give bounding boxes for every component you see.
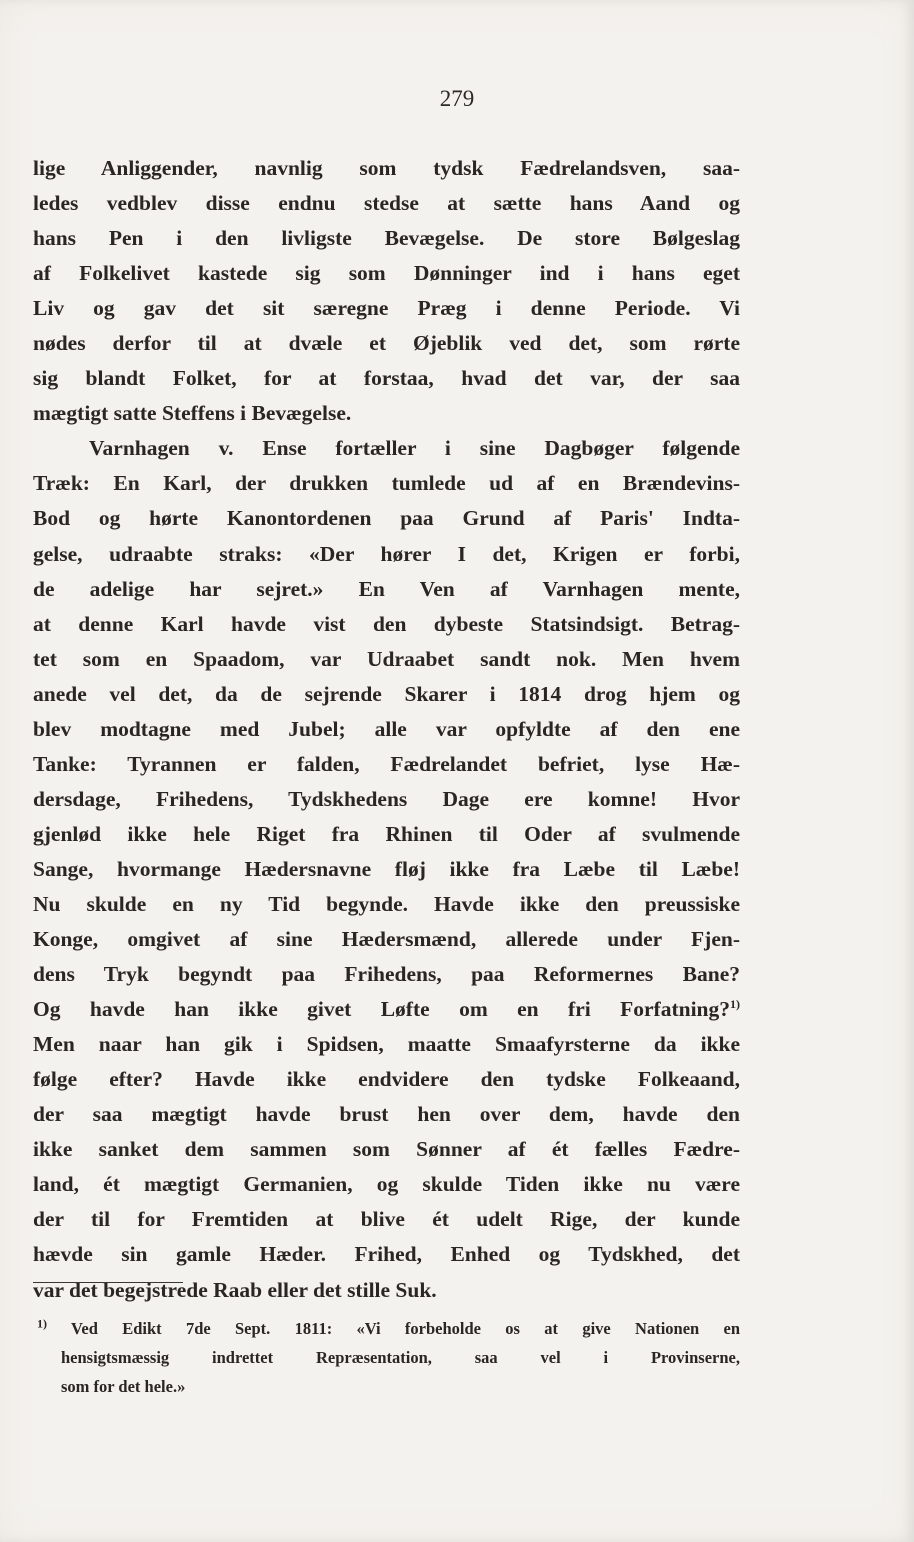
text-line: Varnhagen v. Ense fortæller i sine Dagbøger følgende [89, 436, 740, 461]
text-line: gjenlød ikke hele Riget fra Rhinen til Oder af svulmende [33, 821, 740, 846]
body-text [33, 151, 740, 1308]
text-line: dersdage, Frihedens, Tydskhedens Dage ere komne! Hvor [33, 786, 740, 811]
text-line: anede vel det, da de sejrende Skarer i 1814 drog hjem og [33, 681, 740, 706]
text-line: dens Tryk begyndt paa Frihedens, paa Reformernes Bane? [33, 962, 740, 987]
text-line: Liv og gav det sit særegne Præg i denne Periode. Vi [33, 296, 740, 321]
footnote-line: som for det hele.» [61, 1377, 186, 1396]
text-line: nødes derfor til at dvæle et Øjeblik ved det, som rørte [33, 331, 740, 356]
text-line: mægtigt satte Steffens i Bevægelse. [33, 401, 352, 426]
text-line: Bod og hørte Kanontordenen paa Grund af Paris' Indta- [33, 506, 740, 531]
text-line: sig blandt Folket, for at forstaa, hvad det var, der saa [33, 366, 740, 391]
text-line: ikke sanket dem sammen som Sønner af ét fælles Fædre- [33, 1137, 740, 1162]
text-line: Tanke: Tyrannen er falden, Fædrelandet befriet, lyse Hæ- [33, 751, 740, 776]
footnote-divider [33, 1282, 183, 1283]
footnote-line [37, 1314, 740, 1343]
text-line: land, ét mægtigt Germanien, og skulde Tiden ikke nu være [33, 1172, 740, 1197]
footnote-text: Ved Edikt 7de Sept. 1811: «Vi forbeholde os at give Nationen en [71, 1319, 740, 1338]
text-line: ledes vedblev disse endnu stedse at sætte hans Aand og [33, 191, 740, 216]
text-line-content: Og havde han ikke givet Løfte om en fri Forfatning? [33, 997, 730, 1022]
text-line: gelse, udraabte straks: «Der hører I det, Krigen er forbi, [33, 541, 740, 566]
text-line: hævde sin gamle Hæder. Frihed, Enhed og Tydskhed, det [33, 1242, 740, 1267]
footnote [37, 1314, 740, 1401]
text-line: Sange, hvormange Hædersnavne fløj ikke fra Læbe til Læbe! [33, 856, 740, 881]
text-line: Nu skulde en ny Tid begynde. Havde ikke den preussiske [33, 891, 740, 916]
text-line: Træk: En Karl, der drukken tumlede ud af en Brændevins- [33, 471, 740, 496]
text-line: tet som en Spaadom, var Udraabet sandt nok. Men hvem [33, 646, 740, 671]
text-line: hans Pen i den livligste Bevægelse. De store Bølgeslag [33, 226, 740, 251]
footnote-marker: 1) [37, 1316, 47, 1331]
text-line: lige Anliggender, navnlig som tydsk Fædrelandsven, saa- [33, 156, 740, 180]
text-line: der saa mægtigt havde brust hen over dem, havde den [33, 1102, 740, 1127]
text-line: følge efter? Havde ikke endvidere den tydske Folkeaand, [33, 1067, 740, 1092]
text-line: de adelige har sejret.» En Ven af Varnhagen mente, [33, 576, 740, 601]
text-line-with-footnote [33, 992, 740, 1027]
text-line: at denne Karl havde vist den dybeste Statsindsigt. Betrag- [33, 611, 740, 636]
text-line: blev modtagne med Jubel; alle var opfyldte af den ene [33, 716, 740, 741]
text-line: der til for Fremtiden at blive ét udelt Rige, der kunde [33, 1207, 740, 1232]
text-line: af Folkelivet kastede sig som Dønninger ind i hans eget [33, 261, 740, 286]
text-line: var det begejstrede Raab eller det stille Suk. [33, 1277, 437, 1302]
text-line: Men naar han gik i Spidsen, maatte Smaafyrsterne da ikke [33, 1032, 740, 1057]
page-number: 279 [439, 86, 475, 111]
footnote-line: hensigtsmæssig indrettet Repræsentation, saa vel i Provinserne, [61, 1348, 740, 1367]
footnote-reference: 1) [730, 996, 740, 1011]
text-line: Konge, omgivet af sine Hædersmænd, allerede under Fjen- [33, 927, 740, 952]
